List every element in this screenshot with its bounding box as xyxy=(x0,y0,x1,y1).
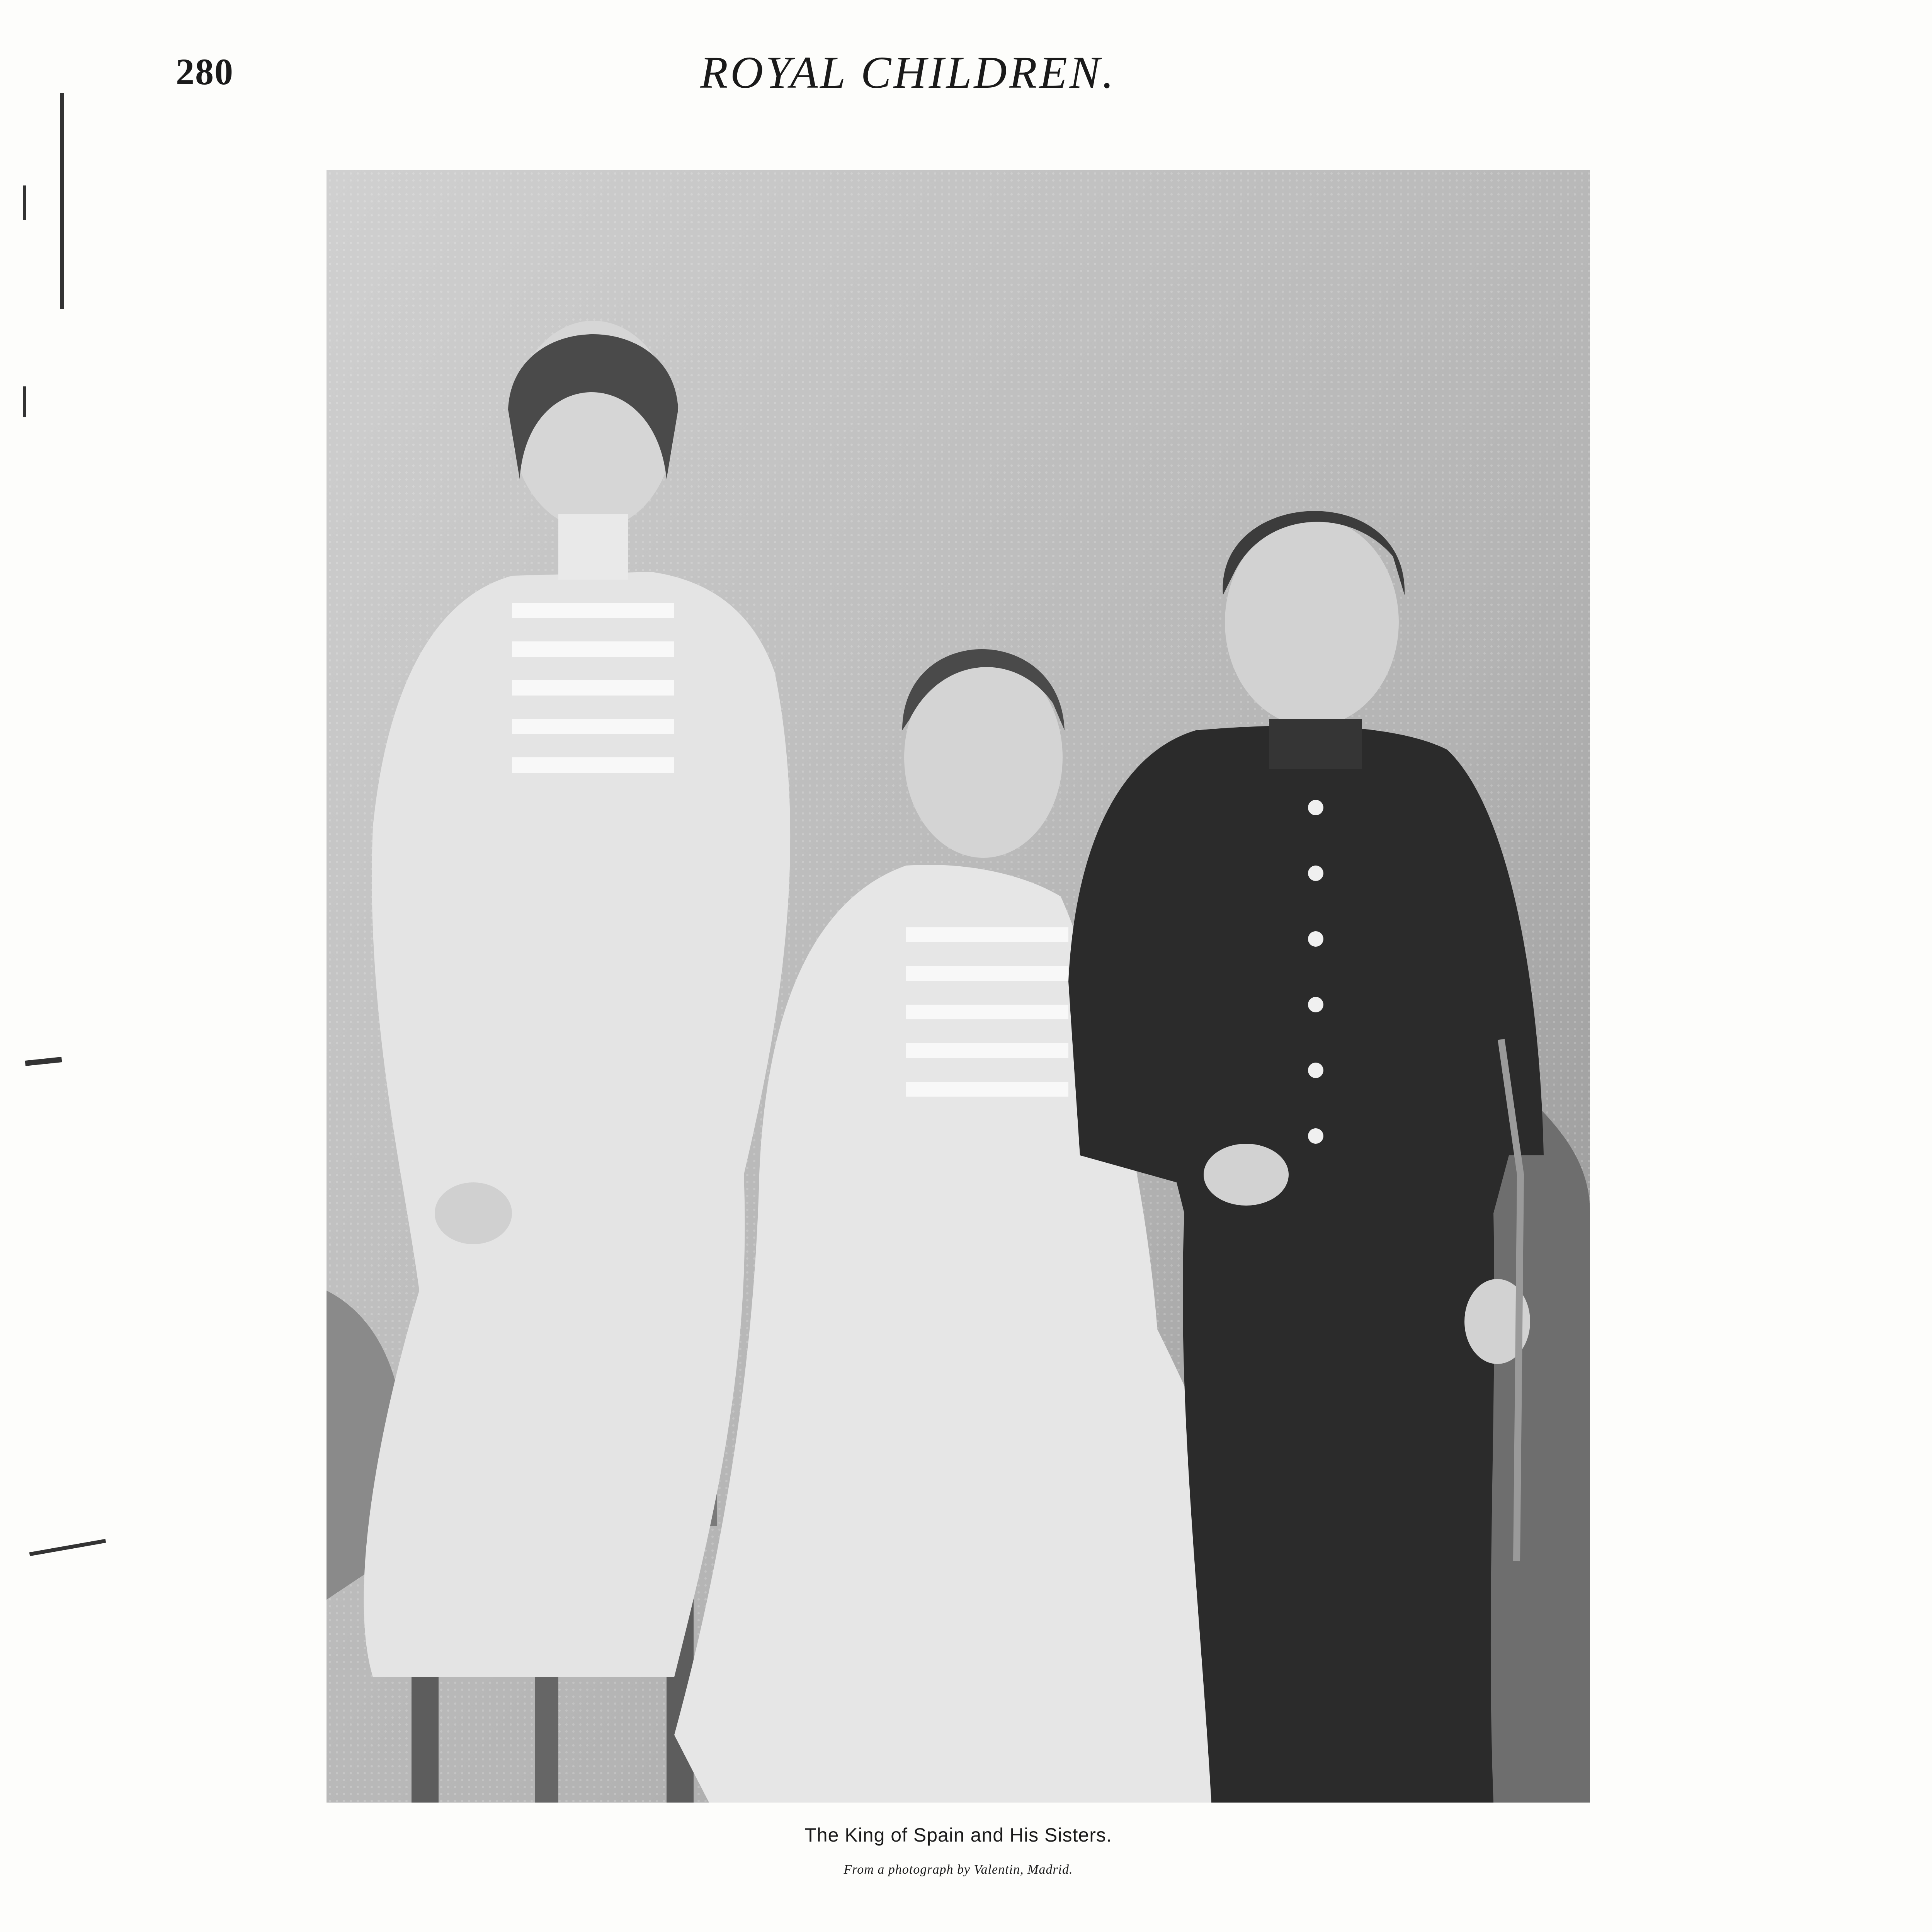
margin-mark xyxy=(29,1539,106,1556)
margin-mark xyxy=(23,386,26,417)
margin-mark xyxy=(23,185,26,220)
running-head: ROYAL CHILDREN. xyxy=(700,47,1116,98)
photograph-illustration xyxy=(327,170,1590,1803)
figure-caption: The King of Spain and His Sisters. xyxy=(804,1824,1112,1846)
page-number: 280 xyxy=(176,51,234,92)
margin-mark xyxy=(25,1057,62,1066)
photograph xyxy=(327,170,1590,1803)
margin-mark xyxy=(60,93,64,309)
photo-credit: From a photograph by Valentin, Madrid. xyxy=(844,1862,1073,1877)
